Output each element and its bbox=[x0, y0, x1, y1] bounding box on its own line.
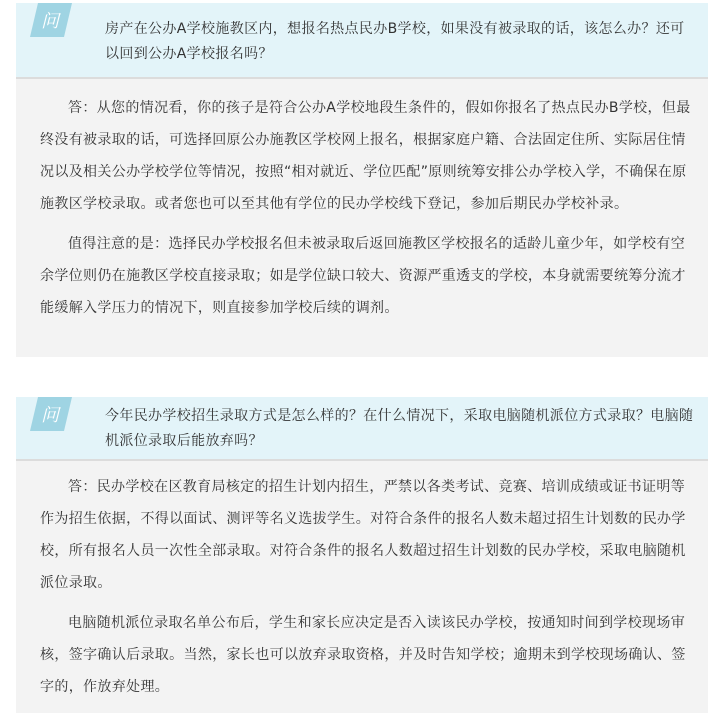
answer-paragraph: 答：民办学校在区教育局核定的招生计划内招生，严禁以各类考试、竞赛、培训成绩或证书证明等作为招生依据，不得以面试、测评等名义选拔学生。对符合条件的报名人数未超过招生计划数的民办学校，所有报名人员一次性全部录取。对符合条件的报名人数超过招生计划数的民办学校，采取电脑随机派位录取。 bbox=[40, 479, 686, 591]
question-band bbox=[16, 3, 708, 79]
answer-paragraph: 值得注意的是：选择民办学校报名但未被录取后返回施教区学校报名的适龄儿童少年，如学校有空余学位则仍在施教区学校直接录取；如是学位缺口较大、资源严重透支的学校，本身就需要统筹分流才能缓解入学压力的情况下，则直接参加学校后续的调剂。 bbox=[40, 236, 686, 316]
answer-paragraph: 答：从您的情况看，你的孩子是符合公办A学校地段生条件的，假如你报名了热点民办B学校，但最终没有被录取的话，可选择回原公办施教区学校网上报名，根据家庭户籍、合法固定住所、实际居住情况以及相关公办学校学位等情况，按照“相对就近、学位匹配”原则统筹安排公办学校入学，不确保在原施教区学校录取。或者您也可以至其他有学位的民办学校线下登记，参加后期民办学校补录。 bbox=[40, 100, 691, 212]
answer-panel bbox=[16, 461, 708, 713]
question-badge-icon bbox=[30, 3, 72, 37]
question-badge-icon bbox=[30, 397, 72, 431]
answer-paragraph: 电脑随机派位录取名单公布后，学生和家长应决定是否入读该民办学校，按通知时间到学校现场审核，签字确认后录取。当然，家长也可以放弃录取资格，并及时告知学校；逾期未到学校现场确认、签字的，作放弃处理。 bbox=[40, 615, 686, 695]
question-text: 今年民办学校招生录取方式是怎么样的？在什么情况下，采取电脑随机派位方式录取？电脑随机派位录取后能放弃吗？ bbox=[105, 408, 694, 449]
qa-item-1 bbox=[16, 3, 708, 357]
question-badge-label: 问 bbox=[41, 11, 59, 32]
qa-item-2 bbox=[16, 397, 708, 713]
question-band bbox=[16, 397, 708, 461]
question-text: 房产在公办A学校施教区内，想报名热点民办B学校，如果没有被录取的话，该怎么办？还可以回到公办A学校报名吗？ bbox=[105, 21, 685, 62]
answer-panel bbox=[16, 79, 708, 357]
question-badge-label: 问 bbox=[41, 405, 59, 426]
